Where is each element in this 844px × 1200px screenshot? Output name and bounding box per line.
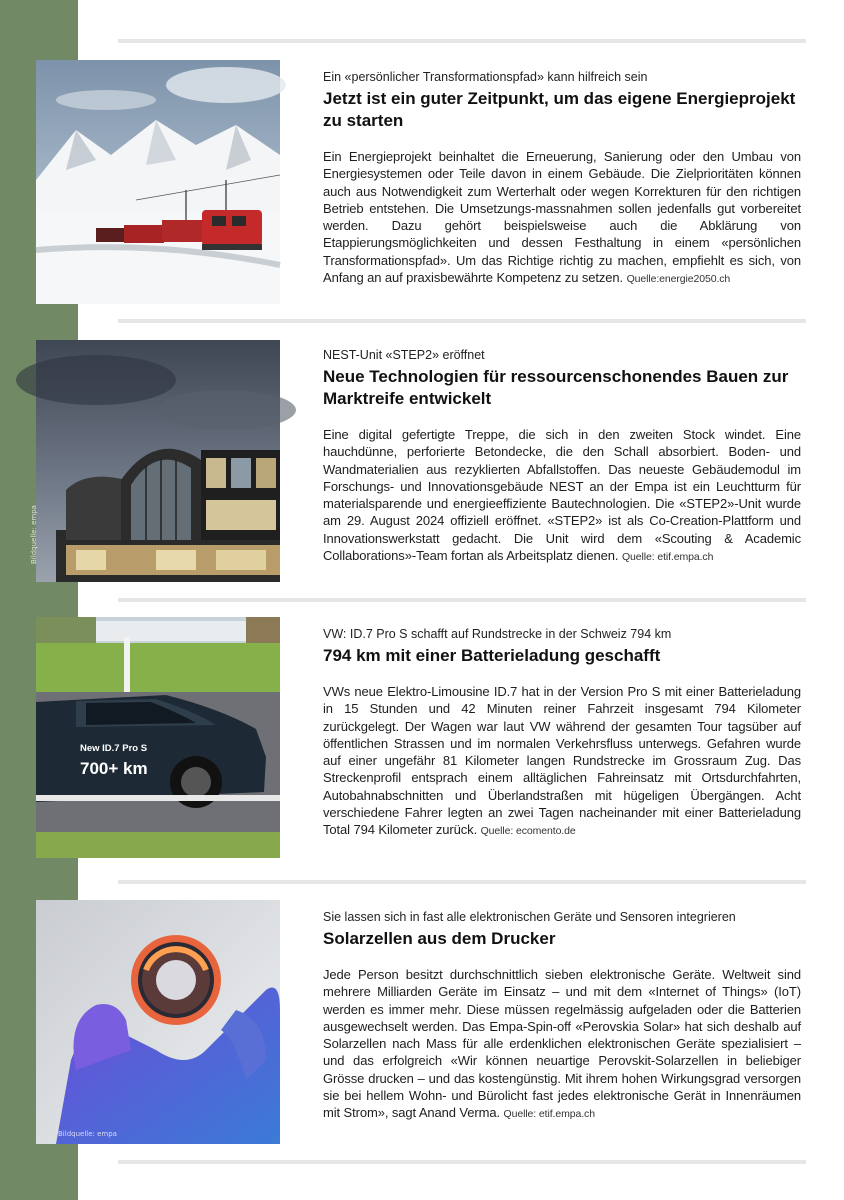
article-text: [323, 626, 801, 841]
article-text: [323, 347, 801, 566]
article-body: [323, 426, 801, 566]
divider-rule: [118, 1160, 806, 1164]
car-text-range: 700+ km: [80, 759, 148, 778]
article-headline: Solarzellen aus dem Drucker: [323, 929, 556, 948]
article-text: [323, 69, 801, 288]
article-headline: Neue Technologien für ressourcenschonendes Bauen zur Marktreife entwickelt: [323, 367, 789, 408]
article-kicker: Ein «persönlicher Transformationspfad» kann hilfreich sein: [323, 70, 648, 84]
image-credit: Bildquelle: empa: [30, 505, 38, 564]
article-source: Quelle: ecomento.de: [480, 825, 576, 838]
article-body: [323, 148, 801, 288]
snowy-mountain-train-photo: [36, 60, 280, 304]
article-body-text: VWs neue Elektro-Limousine ID.7 hat in der Version Pro S mit einer Batterieladung in 15 Stunden und 42 Minuten reiner Fahrzeit insgesamt 794 Kilometer zurückgelegt. Der Wagen war laut VW während der gesamten Tour tagsüber auf öffentlichen Strassen und im normalen Verkehrsfluss unterwegs. Gefahren wurde auf einer ungefähr 81 Kilometer langen Rundstrecke im Grossraum Zug. Das Streckenprofil entsprach einem alltäglichen Fahreinsatz mit Ortsdurchfahrten, Autobahnabschnitten und Überlandstraßen mit hügeligen Übergängen. Acht verschiedene Fahrer legten an zwei Tagen nacheinander mit einer Batterieladung Total 794 Kilometer zurück.: [323, 684, 801, 838]
article-solar-printer: [36, 900, 806, 1146]
article-source: Quelle: etif.empa.ch: [503, 1108, 595, 1121]
article-vw-id7: [36, 617, 806, 861]
article-source: Quelle: etif.empa.ch: [621, 551, 714, 564]
car-text-model: New ID.7 Pro S: [80, 743, 148, 754]
article-body: [323, 683, 801, 841]
divider-rule: [118, 880, 806, 884]
vw-id7-car-photo: [36, 617, 280, 858]
article-body-text: Ein Energieprojekt beinhaltet die Erneuerung, Sanierung oder den Umbau von Energiesystemen oder Teile davon in einem Gebäude. Die Zielprioritäten können auch aus Notwendigkeit zum Werterhalt oder wegen Korrekturen für den richtigen Betrieb entstehen. Die Umsetzungs-massnahmen sollen jedenfalls gut vorbereitet werden. Dazu gehört beispielsweise auch die Abklärung von Etappierungsmöglichkeiten und dessen Festhaltung in einem «persönlichen Transformationspfad». Um das Richtige richtig zu machen, empfiehlt es sich, von Anfang an auf praxisbewährte Kompetenz zu setzen.: [323, 149, 801, 286]
article-headline: Jetzt ist ein guter Zeitpunkt, um das eigene Energieprojekt zu starten: [323, 89, 796, 130]
article-source: Quelle:energie2050.ch: [626, 273, 731, 286]
article-nest-step2: [30, 340, 806, 584]
article-headline: 794 km mit einer Batterieladung geschafft: [323, 646, 661, 665]
divider-rule: [118, 319, 806, 323]
article-energy-project: [36, 60, 806, 306]
divider-rule: [118, 598, 806, 602]
nest-building-photo: [30, 340, 280, 582]
article-kicker: Sie lassen sich in fast alle elektronischen Geräte und Sensoren integrieren: [323, 910, 736, 924]
article-body-text: Jede Person besitzt durchschnittlich sieben elektronische Geräte. Weltweit sind mehrere Milliarden Geräte im Einsatz – und mit dem «Internet of Things» (IoT) werden es immer mehr. Diese müssen regelmässig aufgeladen oder die Batterien ausgewechselt werden. Das Empa-Spin-off «Perovskia Solar» hat sich deshalb auf Solarzellen nach Mass für alle erdenklichen elektronischen Geräte spezialisiert – und das erfolgreich «Wir können neuartige Perovskit-Solarzellen in beliebiger Grösse drucken – und das kostengünstig. Mit ihrem hohen Wirkungsgrad versorgen sie bei hellem Wohn- und Bürolicht fast jedes elektronische Gerät in Innenräumen mit Strom», sagt Anand Verma.: [323, 967, 801, 1121]
image-credit: Bildquelle: empa: [58, 1130, 117, 1138]
article-kicker: NEST-Unit «STEP2» eröffnet: [323, 348, 485, 362]
article-body-text: Eine digital gefertigte Treppe, die sich in den zweiten Stock windet. Eine hauchdünne, perforierte Betondecke, die den Schall absorbiert. Boden- und Wandmaterialien aus rezyklierten Abfallstoffen. Das neueste Gebäudemodul im Forschungs- und Innovationsgebäude NEST an der Empa ist ein Leuchtturm für materialsparende und energieeffiziente Bautechnologien. Die «STEP2»-Unit wurde am 29. August 2024 offiziell eröffnet. «STEP2» ist als Co-Creation-Plattform und Innovationswerkstatt gedacht. Die Unit wird dem «Scouting & Academic Collaborations»-Team fortan als Arbeitsplatz dienen.: [323, 427, 801, 564]
divider-rule: [118, 39, 806, 43]
article-body: [323, 966, 801, 1124]
perovskite-solar-cell-photo: [36, 900, 280, 1144]
article-text: [323, 909, 801, 1124]
article-kicker: VW: ID.7 Pro S schafft auf Rundstrecke in der Schweiz 794 km: [323, 627, 672, 641]
